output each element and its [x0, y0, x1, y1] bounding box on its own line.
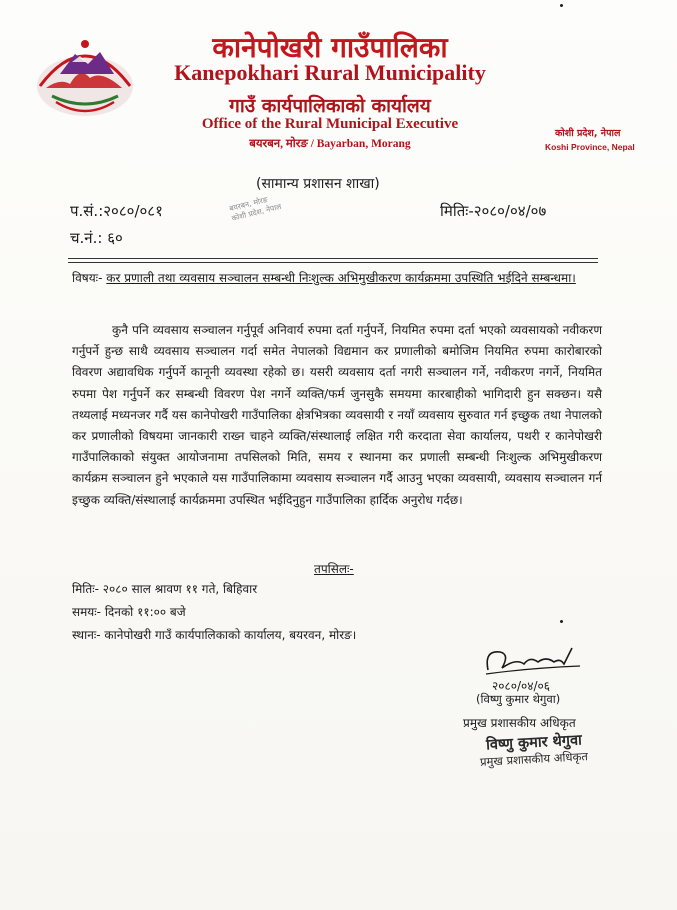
signature-date: २०८०/०४/०६	[492, 679, 551, 693]
schedule-time: समयः- दिनको ११:०० बजे	[72, 605, 186, 619]
office-name-en: Office of the Rural Municipal Executive	[201, 116, 459, 132]
office-name-np: गाउँ कार्यपालिकाको कार्यालय	[229, 95, 431, 117]
title-stamp: प्रमुख प्रशासकीय अधिकृत	[479, 749, 589, 769]
handwritten-signature-icon	[480, 640, 585, 696]
municipality-name-np: कानेपोखरी गाउँपालिका	[212, 31, 448, 64]
province-np: कोशी प्रदेश, नेपाल	[555, 128, 621, 139]
paper-mark	[560, 4, 563, 7]
schedule-date: मितिः- २०८० साल श्रावण ११ गते, बिहिवार	[72, 582, 258, 596]
branch-label: (सामान्य प्रशासन शाखा)	[256, 176, 380, 192]
dispatch-number: च.नं.: ६०	[70, 229, 123, 247]
body-paragraph: कुनै पनि व्यवसाय सञ्चालन गर्नुपूर्व अनिवार्य रुपमा दर्ता गर्नुपर्ने, नियमित रुपमा दर्ता भएको व्यवसायको नवीकरण गर्नुपर्ने हुन्छ साथै व्यवसाय सञ्चालन गर्दा समेत नेपालको विद्यमान कर प्रणालीको बमोजिम नियमित रुपमा कारोबारको विवरण अद्यावधिक गर्नुपर्ने कानूनी व्यवस्था रहेको छ। यसरी व्यवसाय दर्ता नगरी सञ्चालन गर्ने, नवीकरण नगर्ने, नियमित रुपमा पेश गर्नुपर्ने कर सम्बन्धी विवरण पेश नगर्ने व्यक्ति/फर्म जुनसुकै समयमा कारबाहीको भागिदारी हुन सक्छन। यसै तथ्यलाई मध्यनजर गर्दै यस कानेपोखरी गाउँपालिका क्षेत्रभित्रका व्यवसायी र नयाँ व्यवसाय सुरुवात गर्न इच्छुक तथा नेपालको कर प्रणालीको विषयमा जानकारी राख्न चाहने व्यक्ति/संस्थालाई लक्षित गरी करदाता सेवा कार्यालय, पथरी र कानेपोखरी गाउँपालिकाको संयुक्त आयोजनामा तपसिलको मिति, समय र स्थानमा कर प्रणाली सम्बन्धी निःशुल्क अभिमुखीकरण कार्यक्रम सञ्चालन हुने भएकाले यस गाउँपालिकामा व्यवसाय सञ्चालन गर्दै आउनु भएका व्यवसायी, व्यवसाय सञ्चालन गर्न इच्छुक व्यक्ति/संस्थालाई कार्यक्रममा उपस्थित भईदिनुहुन गाउँपालिका हार्दिक अनुरोध गर्दछ।	[72, 323, 602, 507]
province-en: Koshi Province, Nepal	[545, 142, 635, 152]
faded-stamp: बयरबन, मोरङ कोशी प्रदेश, नेपाल	[228, 194, 283, 223]
office-address: बयरबन, मोरङ / Bayarban, Morang	[249, 138, 411, 150]
signatory-name: (विष्णु कुमार थेगुवा)	[476, 692, 561, 706]
letter-date: मितिः-२०८०/०४/०७	[440, 202, 547, 220]
letter-number: प.सं.:२०८०/०८१	[70, 202, 163, 220]
schedule-place: स्थानः- कानेपोखरी गाउँ कार्यपालिकाको कार्यालय, बयरवन, मोरङ।	[72, 628, 357, 642]
divider-line	[68, 258, 598, 259]
schedule-heading: तपसिलः-	[314, 562, 354, 576]
paper-mark	[560, 620, 563, 623]
signatory-title: प्रमुख प्रशासकीय अधिकृत	[463, 716, 576, 730]
subject-line	[72, 268, 602, 289]
municipality-name-en: Kanepokhari Rural Municipality	[174, 60, 486, 85]
subject-label: विषयः-	[72, 271, 103, 285]
name-stamp: विष्णु कुमार थेगुवा	[485, 732, 583, 754]
subject-text: कर प्रणाली तथा व्यवसाय सञ्चालन सम्बन्धी निःशुल्क अभिमुखीकरण कार्यक्रममा उपस्थिति भईदिने सम्बन्धमा।	[106, 271, 576, 285]
divider-line	[68, 262, 598, 263]
